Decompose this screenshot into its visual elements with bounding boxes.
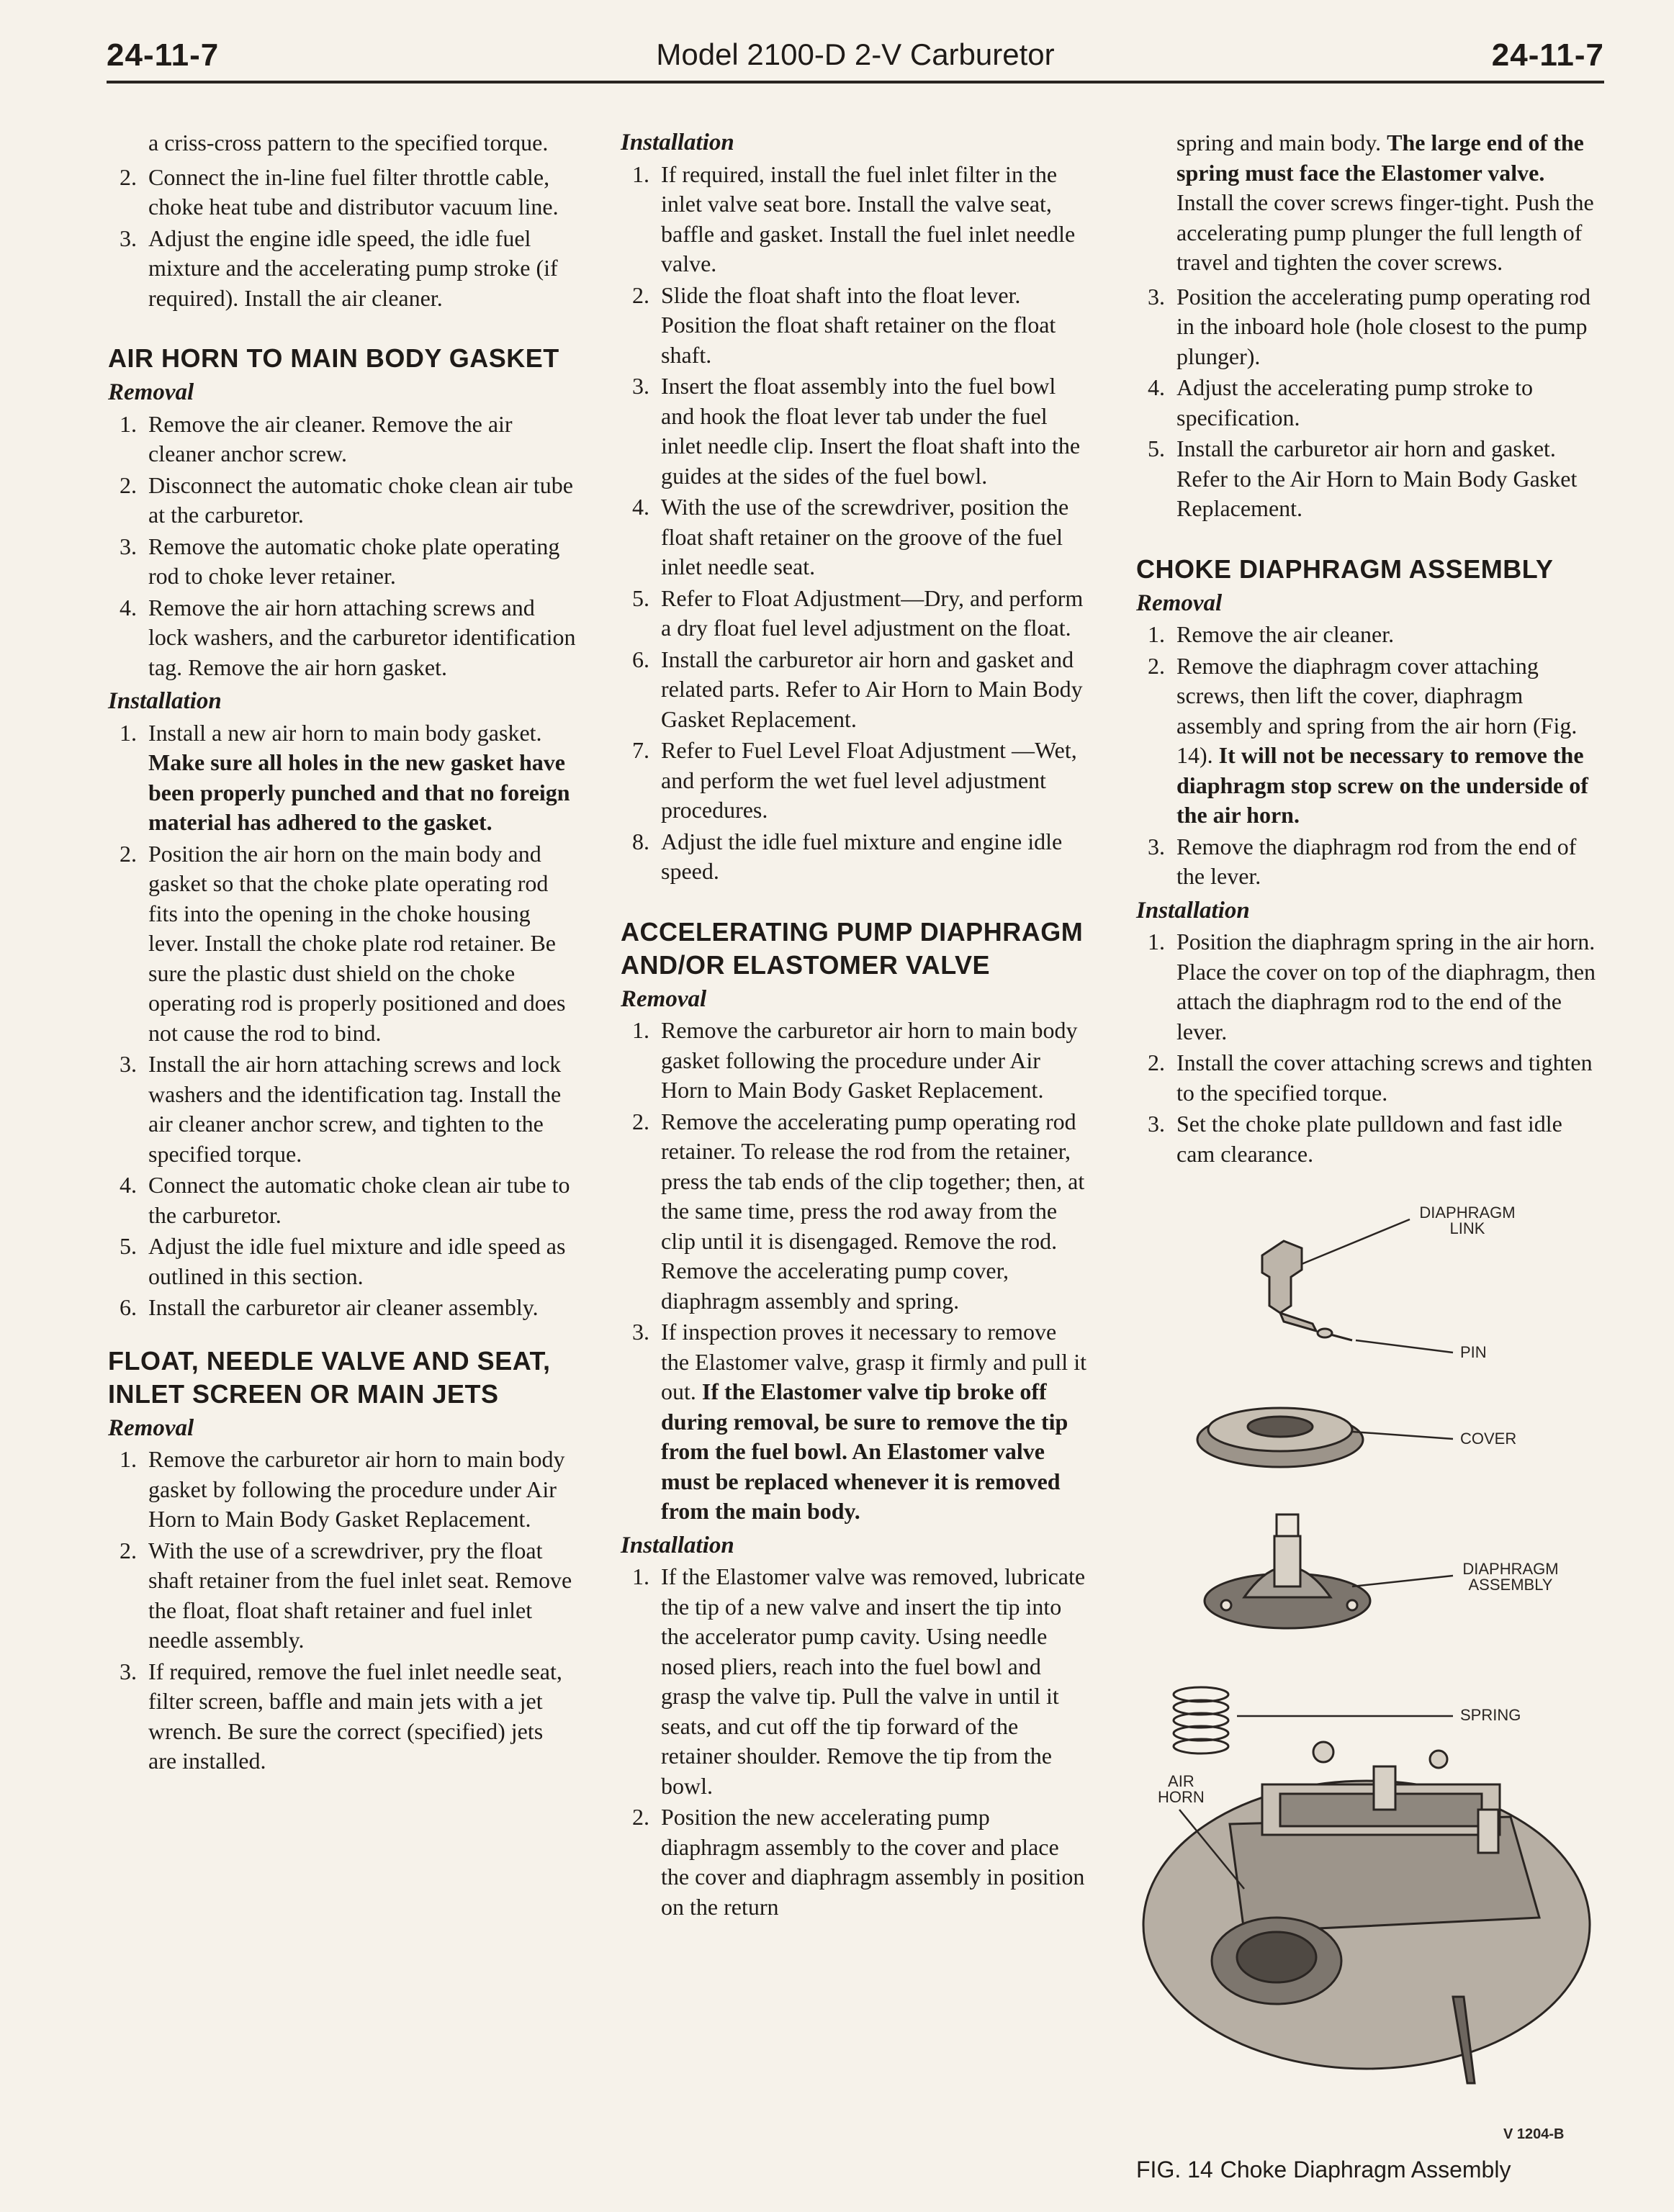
step-number: 1.: [632, 1017, 649, 1043]
step-text: Adjust the idle fuel mixture and idle speed as outlined in this section.: [148, 1233, 566, 1289]
figure-choke-diaphragm: [1136, 1198, 1604, 2184]
step-text: Remove the air horn attaching screws and lock washers, and the carburetor identification tag. Remove the air horn gasket.: [148, 594, 576, 680]
list-item: [1136, 651, 1604, 831]
step-text: Set the choke plate pulldown and fast idle cam clearance.: [1176, 1111, 1562, 1167]
subheading-removal: Removal: [621, 985, 707, 1012]
label-diaphragm-assembly: DIAPHRAGM ASSEMBLY: [1462, 1560, 1559, 1594]
step-number: 1.: [1148, 929, 1165, 954]
step-number: 1.: [1148, 621, 1165, 647]
label-diaphragm-link: DIAPHRAGM LINK: [1419, 1204, 1516, 1237]
step-text: Remove the accelerating pump operating rod retainer. To release the rod from the retainer, press the tab ends of the clip together; then, at the same time, press the rod away from the clip until it is disengaged. Remove the rod. Remove the accelerating pump cover, diaphragm assembly and spring.: [661, 1108, 1085, 1314]
step-text: If inspection proves it necessary to remove the Elastomer valve, grasp it firmly and pull it out.: [661, 1319, 1086, 1404]
step-text: Remove the automatic choke plate operating rod to choke lever retainer.: [148, 533, 560, 589]
step-number: 2.: [120, 840, 137, 867]
list-item: [108, 532, 576, 592]
step-text: Remove the carburetor air horn to main body gasket by following the procedure under Air Horn to Main Body Gasket Replacement.: [148, 1446, 565, 1532]
step-number: 2.: [1148, 652, 1165, 679]
continued-steps: [1136, 282, 1604, 524]
choke-installation-steps: [1136, 927, 1604, 1169]
diaphragm-link-leader: [1302, 1219, 1410, 1264]
cover-leader: [1352, 1432, 1453, 1439]
step-number: 5.: [1148, 435, 1165, 461]
column-2: [621, 128, 1089, 1923]
list-item: [621, 281, 1089, 371]
step-number: 3.: [1148, 833, 1165, 859]
column-1: [108, 128, 576, 1778]
step-number: 2.: [1148, 1049, 1165, 1075]
list-item: [108, 1232, 576, 1291]
step-text: Remove the air cleaner. Remove the air cleaner anchor screw.: [148, 410, 513, 466]
pin-leader: [1356, 1340, 1453, 1353]
step-number: 2.: [120, 1537, 137, 1563]
step-number: 8.: [632, 828, 649, 854]
step-number: 3.: [632, 1319, 649, 1345]
step-text: Adjust the engine idle speed, the idle fuel mixture and the accelerating pump stroke (if required). Install the air cleaner.: [148, 225, 558, 311]
step-text: If required, remove the fuel inlet needle seat, filter screen, baffle and main jets with a jet wrench. Be sure the correct (specified) jets are installed.: [148, 1658, 562, 1774]
list-item: [621, 1562, 1089, 1801]
step-number: 2.: [632, 1108, 649, 1134]
air-horn-drawing: [1143, 1742, 1590, 2083]
warning-text: The large end of the spring must face the Elastomer valve.: [1176, 130, 1584, 186]
step-number: 2.: [120, 163, 137, 190]
step-number: 2.: [120, 471, 137, 498]
step-text: Remove the carburetor air horn to main body gasket following the procedure under Air Horn to Main Body Gasket Replacement.: [661, 1017, 1078, 1103]
list-item: [108, 1293, 576, 1323]
step-text: Remove the air cleaner.: [1176, 621, 1395, 647]
list-item: [621, 1802, 1089, 1922]
list-item: [1136, 1109, 1604, 1169]
figure-caption-text: Choke Diaphragm Assembly: [1220, 2157, 1511, 2182]
step-text: Disconnect the automatic choke clean air tube at the carburetor.: [148, 471, 573, 528]
figure-caption: [1136, 2155, 1604, 2184]
diaphragm-assembly-drawing: [1205, 1514, 1370, 1628]
pin-drawing: [1318, 1329, 1352, 1340]
list-item: [108, 839, 576, 1049]
step-text: Install the air horn attaching screws and lock washers and the identification tag. Install the air cleaner anchor screw, and tighten to the specified torque.: [148, 1051, 562, 1167]
step-number: 2.: [632, 281, 649, 308]
step-text: Remove the diaphragm rod from the end of the lever.: [1176, 833, 1577, 889]
air-horn-removal-steps: [108, 410, 576, 683]
subheading-installation: Installation: [108, 688, 222, 714]
step-text: Connect the in-line fuel filter throttle cable, choke heat tube and distributor vacuum line.: [148, 163, 559, 220]
label-air-horn: AIR HORN: [1158, 1772, 1205, 1806]
section-heading-choke-diaphragm: CHOKE DIAPHRAGM ASSEMBLY: [1136, 554, 1554, 584]
label-cover: COVER: [1460, 1430, 1517, 1448]
diaphragm-link-drawing: [1262, 1241, 1316, 1331]
section-heading-float: FLOAT, NEEDLE VALVE AND SEAT, INLET SCREEN OR MAIN JETS: [108, 1345, 551, 1409]
step-number: 1.: [632, 161, 649, 187]
subheading-removal: Removal: [108, 1414, 194, 1441]
step-number: 4.: [120, 594, 137, 620]
step-number: 5.: [632, 584, 649, 611]
list-item: [621, 160, 1089, 279]
warning-text: Make sure all holes in the new gasket have been properly punched and that no foreign material has adhered to the gasket.: [148, 749, 570, 835]
step-number: 1.: [120, 719, 137, 746]
step-text: Position the accelerating pump operating rod in the inboard hole (hole closest to the pump plunger).: [1176, 283, 1590, 369]
figure-code: V 1204-B: [1503, 2126, 1565, 2142]
list-item: [108, 410, 576, 469]
step-number: 3.: [120, 1658, 137, 1684]
label-spring: SPRING: [1460, 1706, 1521, 1724]
step-text: Refer to Fuel Level Float Adjustment —Wet, and perform the wet fuel level adjustment procedures.: [661, 737, 1077, 823]
list-item: [108, 1445, 576, 1535]
subheading-installation: Installation: [621, 130, 734, 155]
page-number-left: 24-11-7: [107, 37, 220, 73]
list-item: [621, 645, 1089, 735]
step-number: 4.: [1148, 374, 1165, 400]
step-number: 2.: [632, 1804, 649, 1830]
spring-drawing: [1174, 1687, 1228, 1753]
continued-text: a criss-cross pattern to the specified torque.: [148, 130, 549, 155]
list-item: [621, 1107, 1089, 1317]
step-text: Position the air horn on the main body and gasket so that the choke plate operating rod fits into the opening in the choke housing lever. Install the choke plate rod retainer. Be sure the plastic dust shield on the choke operating rod is properly positioned and does not cause the rod to bind.: [148, 840, 566, 1046]
cover-drawing: [1197, 1408, 1363, 1467]
step-number: 3.: [632, 373, 649, 399]
step-text: Position the new accelerating pump diaphragm assembly to the cover and place the cover and diaphragm assembly in position on the return: [661, 1804, 1085, 1920]
step-text: Adjust the accelerating pump stroke to specification.: [1176, 374, 1533, 430]
subheading-removal: Removal: [108, 379, 194, 405]
page-number-right: 24-11-7: [1491, 37, 1604, 73]
subheading-installation: Installation: [621, 1532, 734, 1558]
list-item: [621, 1317, 1089, 1527]
list-item: [1136, 832, 1604, 892]
subheading-removal: Removal: [1136, 590, 1223, 616]
air-horn-installation-steps: [108, 718, 576, 1323]
accel-pump-removal-steps: [621, 1016, 1089, 1527]
continued-steps: [108, 163, 576, 314]
step-number: 3.: [1148, 283, 1165, 310]
step-number: 5.: [120, 1233, 137, 1259]
step-text: With the use of the screwdriver, position the float shaft retainer on the groove of the fuel inlet needle seat.: [661, 494, 1069, 579]
step-number: 6.: [632, 646, 649, 672]
header-rule: [107, 81, 1604, 83]
continued-text: [1136, 128, 1604, 278]
step-number: 3.: [120, 533, 137, 559]
step-number: 7.: [632, 737, 649, 763]
step-text: Slide the float shaft into the float lever. Position the float shaft retainer on the float shaft.: [661, 281, 1056, 368]
diaphragm-assembly-leader: [1352, 1576, 1453, 1586]
continued-text-part: Install the cover screws finger-tight. Push the accelerating pump plunger the full length of travel and tighten the cover screws.: [1176, 189, 1594, 275]
list-item: [1136, 282, 1604, 372]
step-number: 4.: [120, 1172, 137, 1198]
page-header: [107, 35, 1604, 86]
list-item: [1136, 927, 1604, 1047]
list-item: [1136, 373, 1604, 433]
step-text: With the use of a screwdriver, pry the float shaft retainer from the fuel inlet seat. Remove the float, float shaft retainer and fuel inlet needle assembly.: [148, 1537, 572, 1653]
warning-text: It will not be necessary to remove the diaphragm stop screw on the underside of the air horn.: [1176, 742, 1588, 828]
figure-number: FIG. 14: [1136, 2157, 1213, 2182]
float-installation-steps: [621, 160, 1089, 887]
step-text: Insert the float assembly into the fuel bowl and hook the float lever tab under the fuel inlet needle clip. Insert the float shaft into the guides at the sides of the fuel bowl.: [661, 373, 1081, 489]
step-text: Refer to Float Adjustment—Dry, and perform a dry float fuel level adjustment on the float.: [661, 584, 1084, 641]
step-text: Connect the automatic choke clean air tube to the carburetor.: [148, 1172, 570, 1228]
list-item: [108, 224, 576, 314]
list-item: [108, 718, 576, 838]
list-item: [108, 1657, 576, 1777]
step-text: Remove the diaphragm cover attaching screws, then lift the cover, diaphragm assembly and spring from the air horn (Fig. 14).: [1176, 652, 1578, 768]
list-item: [108, 1049, 576, 1169]
step-text: Install the carburetor air horn and gasket and related parts. Refer to Air Horn to Main Body Gasket Replacement.: [661, 646, 1083, 732]
step-text: Install a new air horn to main body gasket.: [148, 719, 542, 746]
step-text: Position the diaphragm spring in the air horn. Place the cover on top of the diaphragm, then attach the diaphragm rod to the end of the lever.: [1176, 929, 1596, 1044]
step-number: 1.: [120, 410, 137, 437]
step-number: 3.: [120, 225, 137, 251]
list-item: [108, 593, 576, 683]
list-item: [108, 163, 576, 222]
list-item: [1136, 434, 1604, 524]
step-text: If the Elastomer valve was removed, lubricate the tip of a new valve and insert the tip into the accelerator pump cavity. Using needle nosed pliers, reach into the fuel bowl and grasp the valve tip. Pull the valve in until it seats, and cut off the tip forward of the retainer shoulder. Remove the tip from the bowl.: [661, 1563, 1086, 1799]
choke-removal-steps: [1136, 620, 1604, 892]
step-number: 3.: [1148, 1111, 1165, 1137]
float-removal-steps: [108, 1445, 576, 1777]
section-heading-accelerating-pump: ACCELERATING PUMP DIAPHRAGM AND/OR ELASTOMER VALVE: [621, 916, 1084, 980]
label-pin: PIN: [1460, 1343, 1487, 1361]
step-number: 3.: [120, 1051, 137, 1077]
step-text: If required, install the fuel inlet filter in the inlet valve seat bore. Install the valve seat, baffle and gasket. Install the fuel inlet needle valve.: [661, 161, 1076, 276]
list-item: [108, 1536, 576, 1656]
list-item: [621, 492, 1089, 582]
accel-pump-installation-steps: [621, 1562, 1089, 1922]
column-3: [1136, 128, 1604, 2184]
list-item: [621, 736, 1089, 826]
list-item: [108, 1170, 576, 1230]
list-item: [621, 1016, 1089, 1106]
section-heading-air-horn: AIR HORN TO MAIN BODY GASKET: [108, 343, 559, 373]
list-item: [1136, 620, 1604, 650]
list-item: [621, 584, 1089, 644]
continued-text-part: spring and main body.: [1176, 130, 1382, 155]
list-item: [621, 827, 1089, 887]
step-number: 1.: [632, 1563, 649, 1589]
warning-text: If the Elastomer valve tip broke off during removal, be sure to remove the tip from the fuel bowl. An Elastomer valve must be replaced whenever it is removed from the main body.: [661, 1378, 1068, 1524]
step-text: Install the carburetor air horn and gasket. Refer to the Air Horn to Main Body Gasket Replacement.: [1176, 435, 1578, 521]
step-number: 6.: [120, 1294, 137, 1320]
exploded-view-illustration: [1136, 1198, 1604, 2148]
list-item: [1136, 1048, 1604, 1108]
step-text: Install the carburetor air cleaner assembly.: [148, 1294, 539, 1320]
list-item: [621, 371, 1089, 491]
step-text: Install the cover attaching screws and tighten to the specified torque.: [1176, 1049, 1593, 1106]
step-text: Adjust the idle fuel mixture and engine idle speed.: [661, 828, 1063, 884]
subheading-installation: Installation: [1136, 897, 1250, 924]
page-title: Model 2100-D 2-V Carburetor: [656, 37, 1055, 71]
step-number: 4.: [632, 494, 649, 520]
step-number: 1.: [120, 1446, 137, 1472]
list-item: [108, 471, 576, 531]
